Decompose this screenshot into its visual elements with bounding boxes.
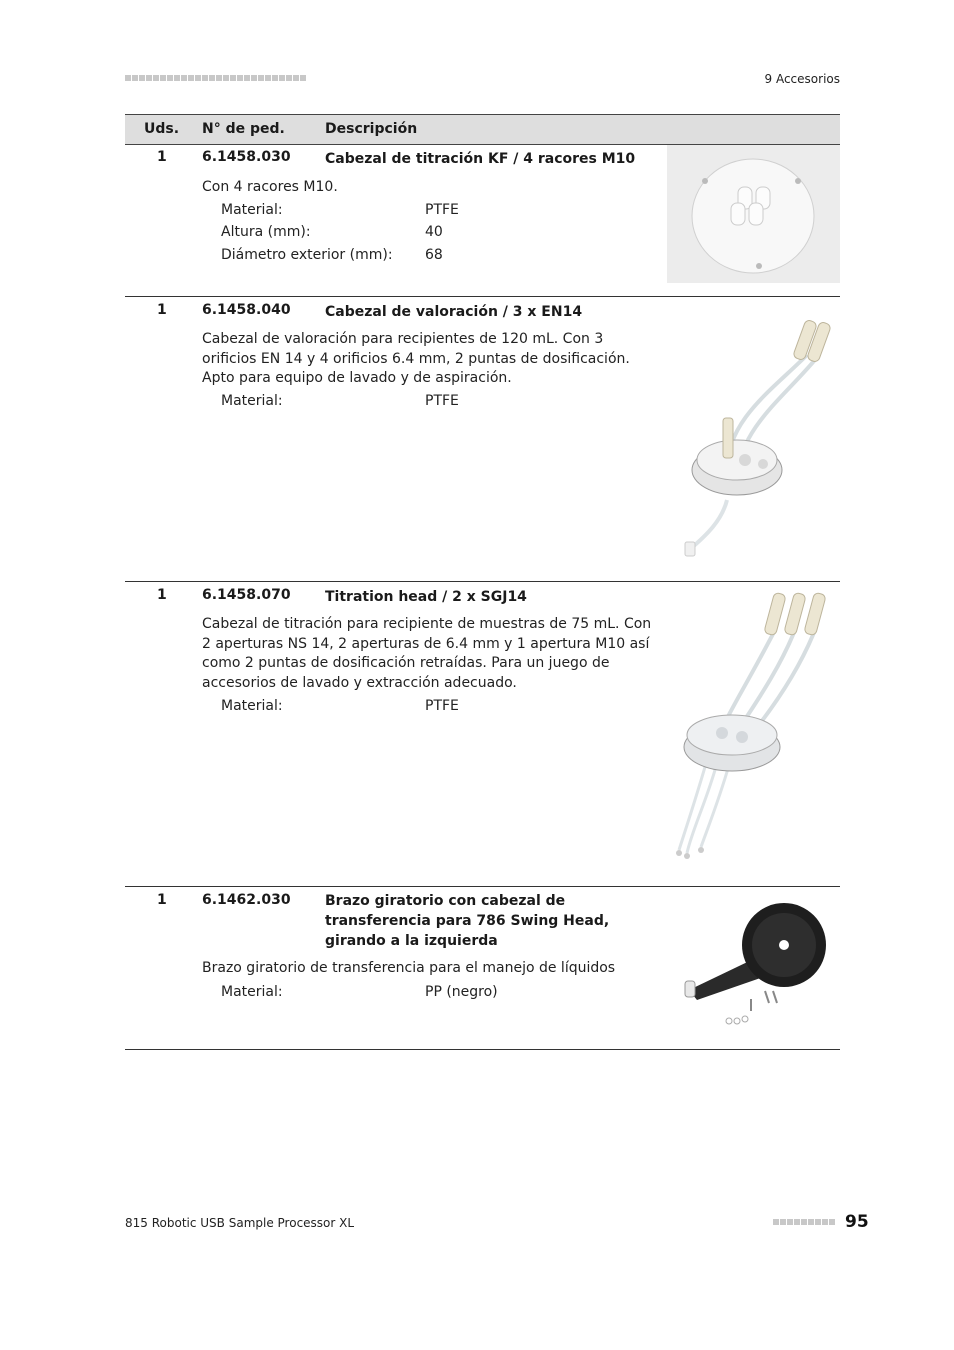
item-qty: 1 [157,892,167,908]
item-description: Brazo giratorio de transferencia para el manejo de líquidos [202,960,616,976]
column-header-qty: Uds. [144,121,180,137]
row-divider [125,1049,840,1050]
property-value: 40 [425,224,443,240]
property-value: 68 [425,247,443,263]
item-title: Cabezal de valoración / 3 x EN14 [325,304,583,320]
footer-decoration [773,1219,835,1225]
column-header-order-number: N° de ped. [202,121,285,137]
column-header-description: Descripción [325,121,418,137]
item-code: 6.1458.030 [202,149,291,165]
item-title: Cabezal de titración KF / 4 racores M10 [325,151,636,167]
item-qty: 1 [157,302,167,318]
property-label: Material: [221,202,283,218]
property-label: Material: [221,393,283,409]
property-value: PP (negro) [425,984,498,1000]
item-description: Con 4 racores M10. [202,179,338,195]
product-image-sgj14-titration-head [667,585,840,870]
table-header [125,114,840,145]
page-number: 95 [845,1212,869,1232]
item-description: Cabezal de titración para recipiente de muestras de 75 mL. Con 2 aperturas NS 14, 2 aperturas de 6.4 mm y 1 apertura M10 así como 2 puntas de dosificación retraídas. Para un juego de accesorios de lavado y extracción adecuado. [202,616,652,691]
property-label: Altura (mm): [221,224,311,240]
item-code: 6.1458.070 [202,587,291,603]
item-qty: 1 [157,149,167,165]
item-qty: 1 [157,587,167,603]
row-divider [125,886,840,887]
footer-product-name: 815 Robotic USB Sample Processor XL [125,1216,355,1230]
section-title: 9 Accesorios [764,72,840,86]
item-description: Cabezal de valoración para recipientes de 120 mL. Con 3 orificios EN 14 y 4 orificios 6.4 mm, 2 puntas de dosificación. Apto para equipo de lavado y de aspiración. [202,331,630,386]
product-image-swing-arm [667,895,840,1035]
product-image-en14-titration-head [667,310,840,568]
property-value: PTFE [425,393,459,409]
row-divider [125,296,840,297]
property-value: PTFE [425,698,459,714]
property-label: Material: [221,698,283,714]
item-code: 6.1458.040 [202,302,291,318]
item-title: Titration head / 2 x SGJ14 [325,589,527,605]
item-code: 6.1462.030 [202,892,291,908]
header-decoration [125,75,306,81]
property-label: Diámetro exterior (mm): [221,247,393,263]
product-image-kf-titration-head [667,145,840,283]
item-title: Brazo giratorio con cabezal de transferencia para 786 Swing Head, girando a la izquierda [325,893,610,949]
row-divider [125,581,840,582]
property-value: PTFE [425,202,459,218]
property-label: Material: [221,984,283,1000]
